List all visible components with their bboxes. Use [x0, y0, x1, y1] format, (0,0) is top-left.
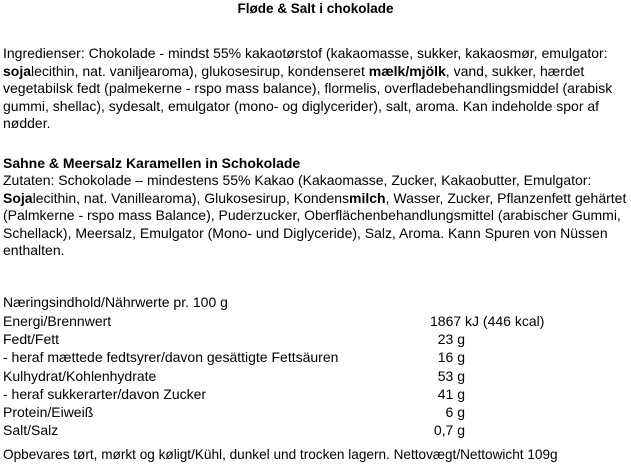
german-heading: Sahne & Meersalz Karamellen in Schokolade: [3, 155, 301, 171]
nutrition-header: Næringsindhold/Nährwerte pr. 100 g: [3, 294, 228, 310]
page-title: Fløde & Salt i chokolade: [237, 1, 394, 16]
allergen-soja: soja: [3, 62, 32, 79]
storage-info: Opbevares tørt, mørkt og køligt/Kühl, dunkel und trocken lagern. Nettovægt/Nettowicht 109g: [3, 447, 558, 462]
nutrition-row: Energi/Brennwert 1867 kJ (446 kcal): [3, 313, 545, 329]
allergen-soja-de: Soja: [3, 189, 33, 206]
nutrition-row: - heraf sukkerarter/davon Zucker 41 g: [3, 386, 465, 402]
danish-ingredients: Ingredienser: Chokolade - mindst 55% kakaotørstof (kakaomasse, sukker, kakaosmør, emulgator: sojalecithin, nat. vaniljearoma), glukosesirup, kondenseret mælk/mjölk, vand, sukker, hærdet vegetabilsk fedt (palmekerne - rspo mass balance), flormelis, overfladebehandlingsmiddel (arabisk gummi, shellac), sydesalt, emulgator (mono- og diglycerider), salt, aroma. Kan indeholde spor af nødder.: [3, 45, 613, 131]
allergen-milch: milch: [349, 189, 386, 206]
nutrition-row: Protein/Eiweiß 6 g: [3, 404, 465, 420]
nutrition-row: Fedt/Fett 23 g: [3, 331, 465, 347]
nutrition-row: Kulhydrat/Kohlenhydrate 53 g: [3, 368, 465, 384]
nutrition-row: Salt/Salz 0,7 g: [3, 422, 465, 438]
allergen-milk: mælk/mjölk: [368, 62, 446, 79]
german-ingredients: Zutaten: Schokolade – mindestens 55% Kakao (Kakaomasse, Zucker, Kakaobutter, Emulgator: Sojalecithin, nat. Vanillearoma), Glukosesirup, Kondensmilch, Wasser, Zucker, Pflanzenfett gehärtet (Palmkerne - rspo mass Balance), Puderzucker, Oberflächenbehandlungsmittel (arabischer Gummi, Schellack), Meersalz, Emulgator (Mono- und Diglyceride), Salz, Aroma. Kann Spuren von Nüssen enthalten.: [3, 172, 627, 258]
nutrition-row: - heraf mættede fedtsyrer/davon gesättigte Fettsäuren 16 g: [3, 349, 465, 365]
